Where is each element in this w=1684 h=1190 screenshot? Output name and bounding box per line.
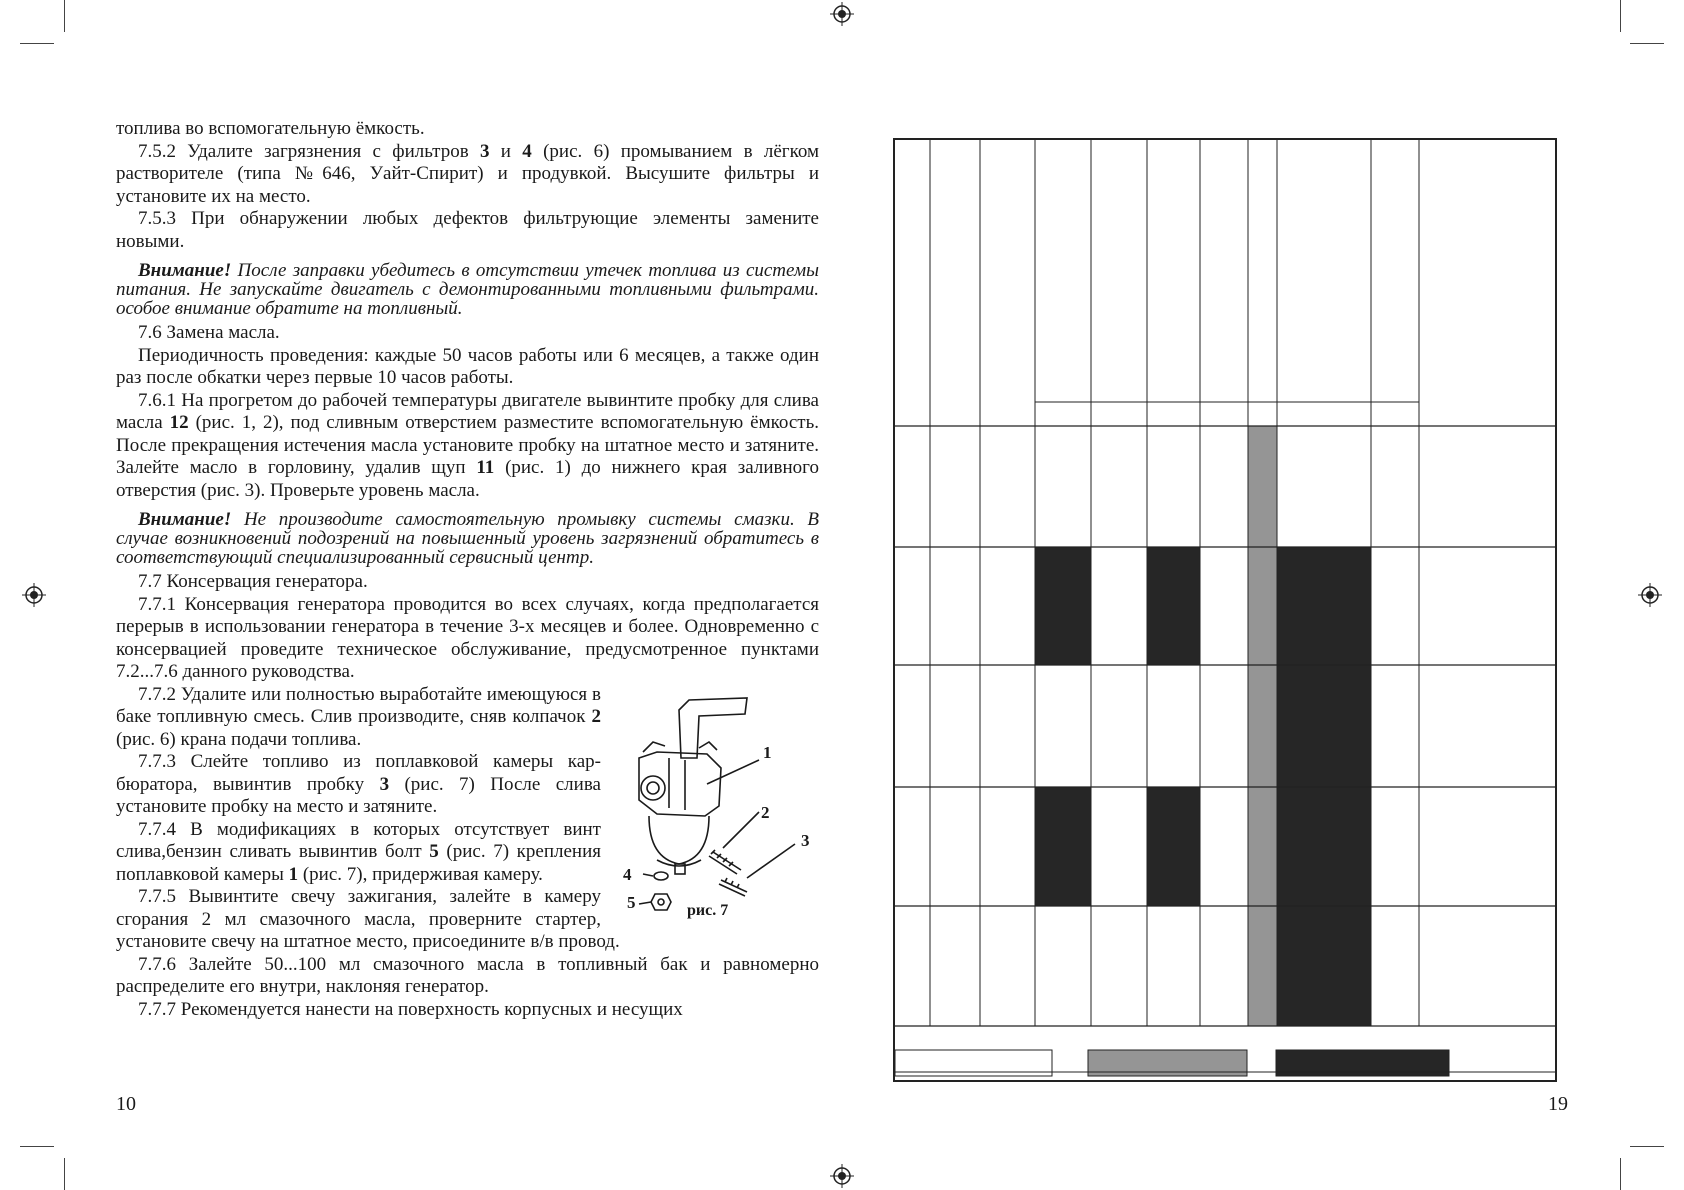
- figure-label: 4: [623, 864, 632, 884]
- page-number: 19: [1548, 1093, 1568, 1115]
- table-cell-grey: [1248, 426, 1277, 547]
- table-cell-black: [1277, 906, 1371, 1026]
- warning-note: Внимание! После заправки убедитесь в отсутствии утечек топлива из системы питания. Не запускайте двигатель с демонтированными топливными фильтрами. особое внимание обратите на топливный.: [116, 260, 819, 319]
- left-page-text: [116, 118, 819, 1021]
- paragraph: 7.7.5 Вывинтите свечу зажигания, залейте в камеру сгорания 2 мл смазочного масла, проверните стартер, установите свечу на штатное место, присоедините в/в провод.: [116, 886, 620, 952]
- table-cell-black: [1147, 547, 1200, 665]
- table-cell-black: [1147, 787, 1200, 906]
- crop-mark: [1620, 1158, 1621, 1190]
- paragraph: 7.7.1 Консервация генератора проводится во всех случаях, когда предполагается перерыв в использовании генератора в течение 3-х месяцев и более. Одновременно с консервацией проведите техническое обслуживание, предусмотренное пунктами 7.2...7.6 данного руководства.: [116, 593, 819, 682]
- table-cell-grey: [1248, 665, 1277, 787]
- crop-mark: [20, 1146, 54, 1147]
- figure-caption: рис. 7: [687, 901, 729, 919]
- figure-label: 3: [801, 830, 810, 850]
- crop-mark: [1630, 43, 1664, 44]
- table-cell-black: [1277, 665, 1371, 787]
- paragraph: Периодичность проведения: каждые 50 часов работы или 6 месяцев, а также один раз после обкатки через первые 10 часов работы.: [116, 344, 819, 388]
- figure-label: 5: [627, 892, 636, 912]
- paragraph: 7.7.2 Удалите или полностью выработайте имеющуюся в баке топливную смесь. Слив производите, сняв колпачок 2 (рис. 6) крана подачи топлива.: [116, 683, 601, 750]
- table-cell-black: [1277, 547, 1371, 665]
- warning-label: Внимание!: [138, 260, 232, 281]
- registration-mark-icon: [22, 583, 46, 607]
- paragraph: 7.7.7 Рекомендуется нанести на поверхность корпусных и несущих: [138, 998, 683, 1020]
- figure-label: 2: [761, 802, 770, 822]
- registration-mark-icon: [830, 1164, 854, 1188]
- carburetor-drawing: [609, 688, 819, 920]
- registration-mark-icon: [1638, 583, 1662, 607]
- crop-mark: [1630, 1146, 1664, 1147]
- paragraph: 7.7.4 В модификациях в которых отсутствует винт слива,бензин сливать вывинтив болт 5 (рис. 7) крепления поплавковой камеры 1 (рис. 7), придерживая камеру.: [116, 818, 602, 885]
- table-cell-black: [1035, 547, 1091, 665]
- figure-label: 1: [763, 742, 772, 762]
- paragraph: 7.5.3 При обнаружении любых дефектов фильтрующие элементы замените новыми.: [116, 208, 819, 252]
- crop-mark: [1620, 0, 1621, 32]
- paragraph: 7.7.3 Слейте топливо из поплавковой камеры карбюратора, вывинтив пробку 3 (рис. 7) После слива установите пробку на место и затяните.: [116, 751, 601, 817]
- paragraph: 7.5.2 Удалите загрязнения с фильтров 3 и 4 (рис. 6) промыванием в лёгком растворителе (типа №646, Уайт-Спирит) и продувкой. Высушите фильтры и установите их на место.: [116, 140, 820, 207]
- table-cell-grey: [1248, 787, 1277, 906]
- crop-mark: [64, 0, 65, 32]
- maintenance-schedule-table: [893, 138, 1557, 1082]
- table-cell-grey: [1248, 547, 1277, 665]
- warning-label: Внимание!: [138, 509, 232, 530]
- warning-note: Внимание! Не производите самостоятельную промывку системы смазки. В случае возникновений подозрений на повышенный уровень загрязнений обратитесь в соответствующий специализированный сервисный центр.: [116, 509, 819, 568]
- section-heading: 7.7 Консервация генератора.: [138, 571, 368, 592]
- carburetor-figure: [609, 688, 819, 920]
- paragraph: 7.6.1 На прогретом до рабочей температуры двигателе вывинтите пробку для слива масла 12 (рис. 1, 2), под сливным отверстием разместите вспомогательную ёмкость. После прекращения истечения масла установите пробку на штатное место и затяните. Залейте масло в горловину, удалив щуп 11 (рис. 1) до нижнего края заливного отверстия (рис. 3). Проверьте уровень масла.: [116, 389, 819, 501]
- section-heading: 7.6 Замена масла.: [138, 322, 280, 343]
- paragraph: топлива во вспомогательную ёмкость.: [116, 118, 425, 139]
- table-cell-black: [1035, 787, 1091, 906]
- table-cell-grey: [1248, 906, 1277, 1026]
- page-number: 10: [116, 1093, 136, 1115]
- paragraph: 7.7.6 Залейте 50...100 мл смазочного масла в топливный бак и равномерно распределите его внутри, наклоняя генератор.: [116, 953, 819, 997]
- table-cell-black: [1277, 787, 1371, 906]
- table-border: [894, 139, 1556, 1081]
- crop-mark: [20, 43, 54, 44]
- crop-mark: [64, 1158, 65, 1190]
- registration-mark-icon: [830, 2, 854, 26]
